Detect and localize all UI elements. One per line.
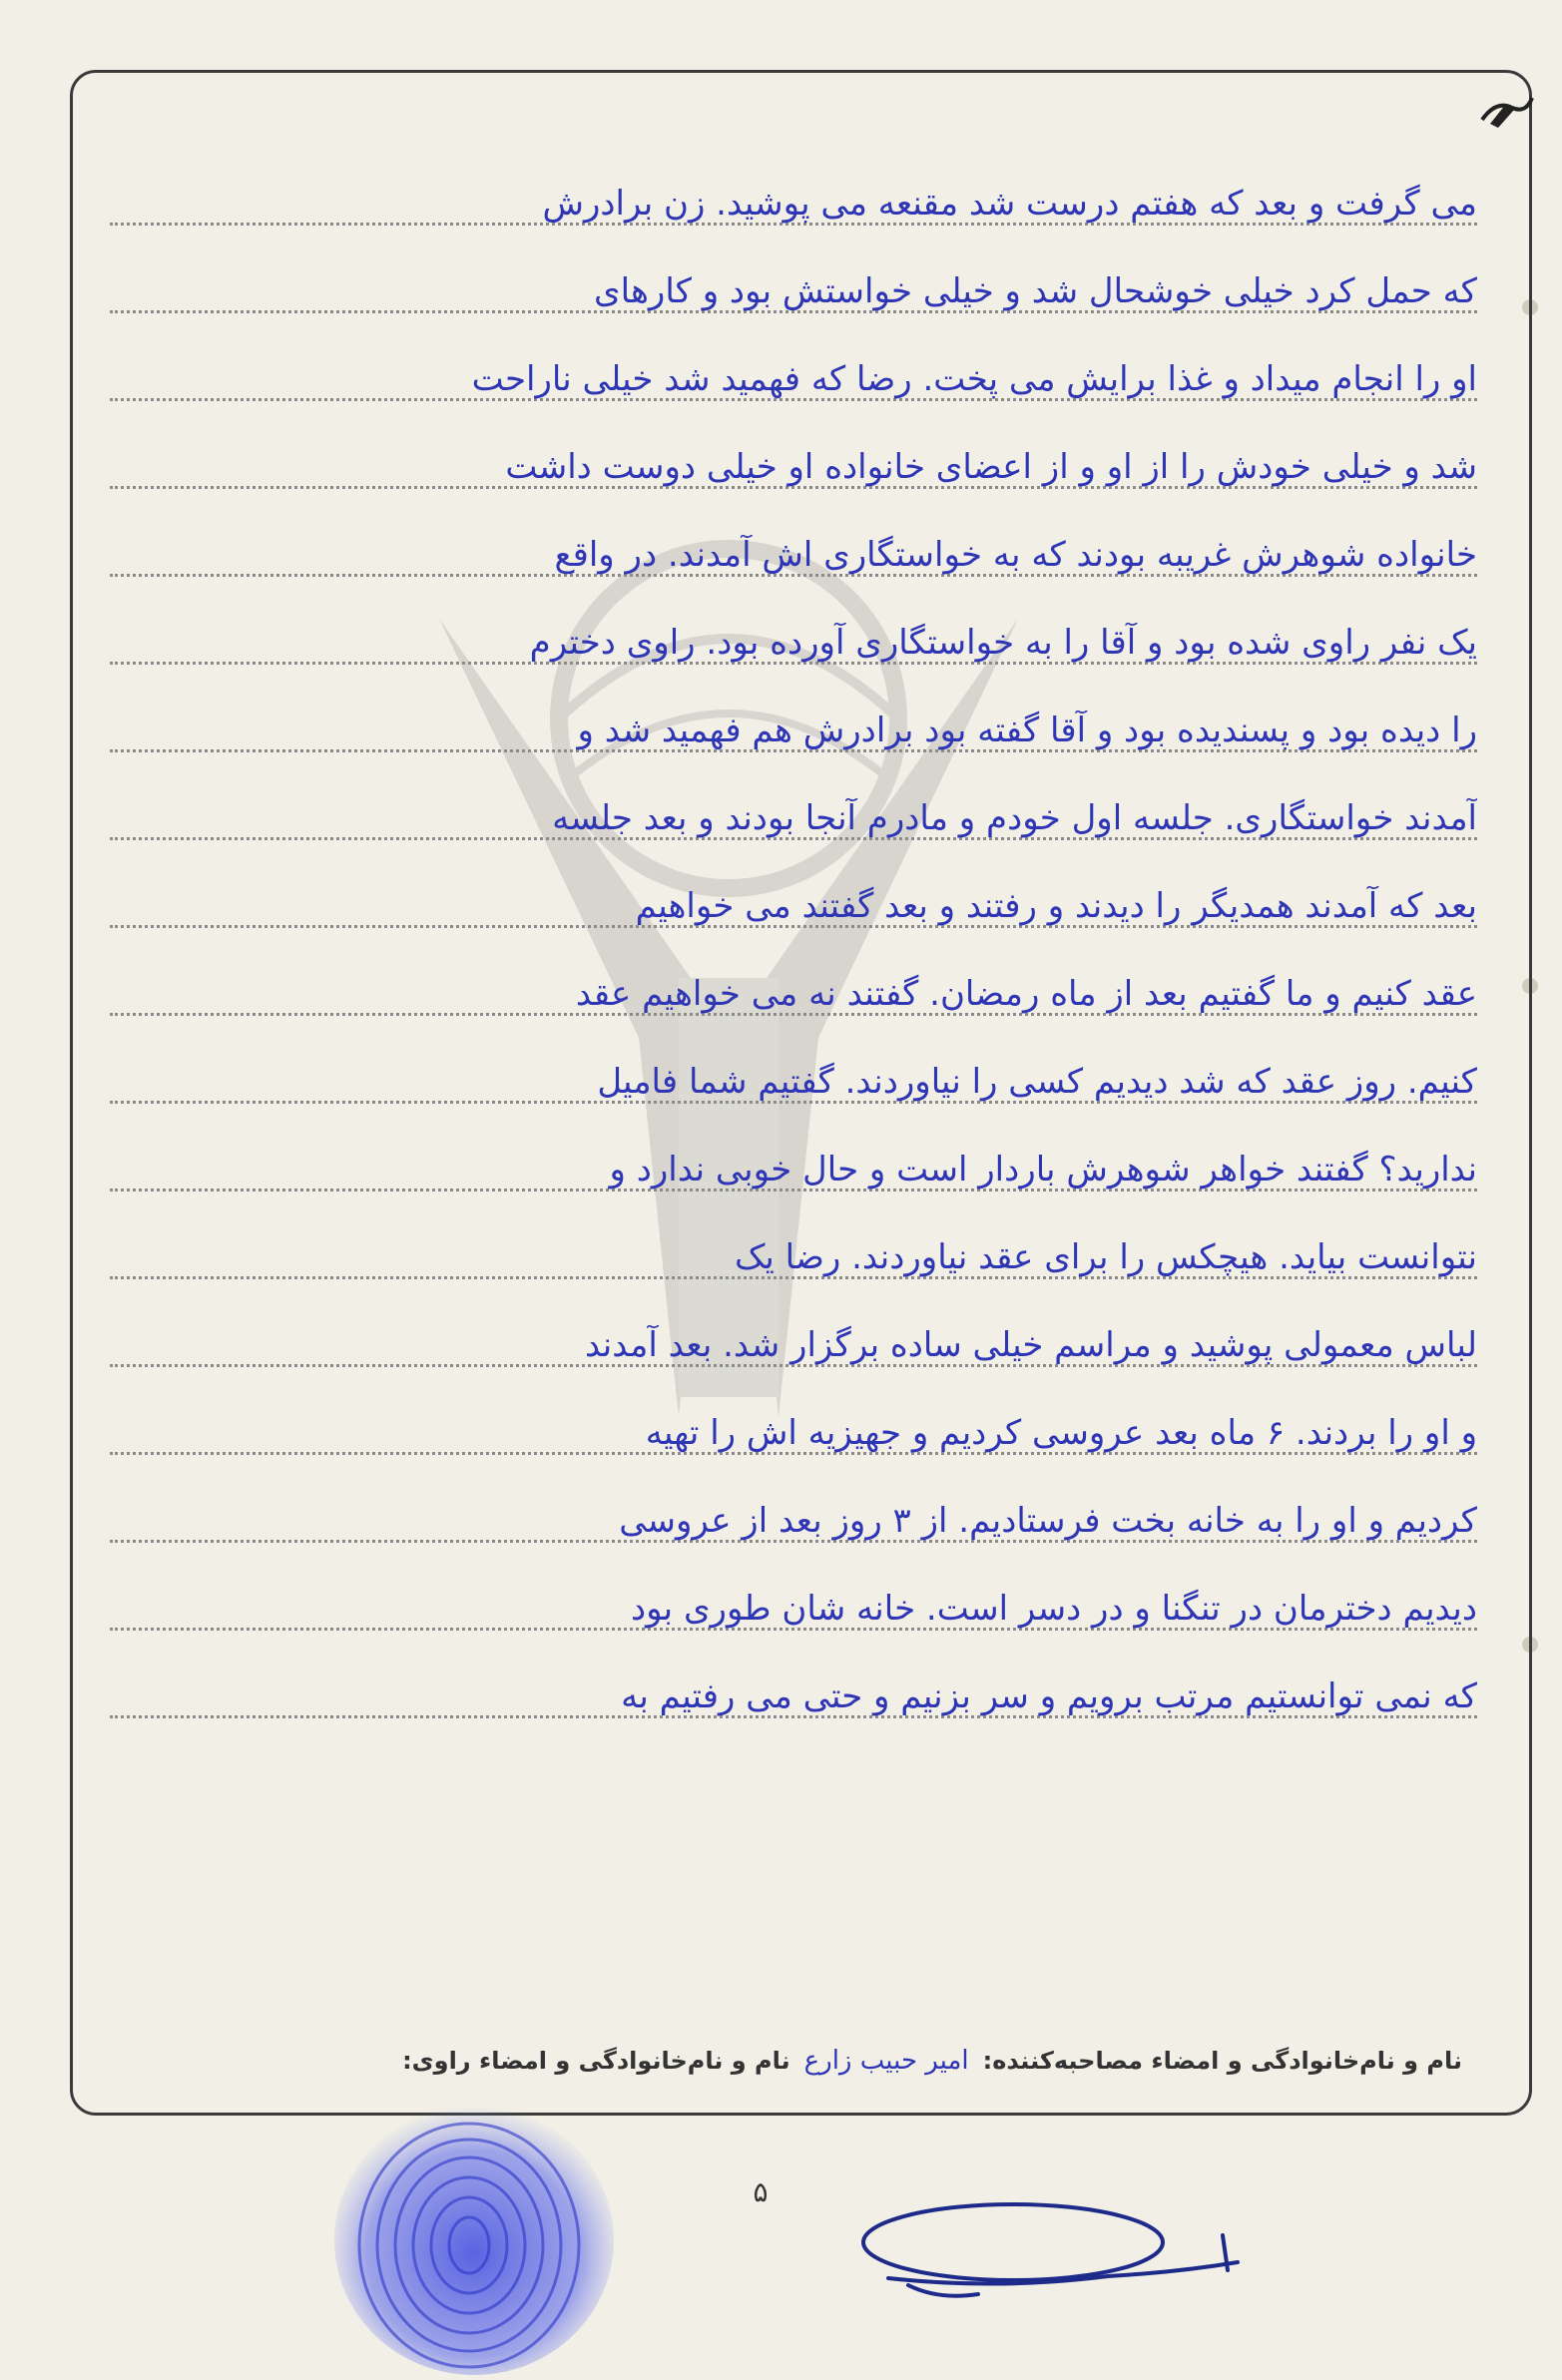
fingerprint-icon — [319, 2076, 629, 2380]
handwritten-text-block — [110, 150, 1477, 1730]
text-line: می گرفت و بعد که هفتم درست شد مقنعه می پوشید. زن برادرش — [110, 150, 1477, 238]
text-line: بعد که آمدند همدیگر را دیدند و رفتند و بعد گفتند می خواهیم — [110, 852, 1477, 940]
text-line: را دیده بود و پسندیده بود و آقا گفته بود برادرش هم فهمید شد و — [110, 677, 1477, 764]
interviewer-label: نام و نام‌خانوادگی و امضاء مصاحبه‌کننده: — [982, 2047, 1462, 2075]
text-line: خانواده شوهرش غریبه بودند که به خواستگاری اش آمدند. در واقع — [110, 501, 1477, 589]
text-line: ندارید؟ گفتند خواهر شوهرش باردار است و حال خوبی ندارد و — [110, 1116, 1477, 1203]
pencil-icon — [1476, 90, 1536, 130]
signature-footer — [402, 2046, 1462, 2076]
text-line: کنیم. روز عقد که شد دیدیم کسی را نیاوردند. گفتیم شما فامیل — [110, 1028, 1477, 1116]
text-line: او را انجام میداد و غذا برایش می پخت. رضا که فهمید شد خیلی ناراحت — [110, 325, 1477, 413]
signature-scribble — [848, 2190, 1268, 2315]
interviewer-signature-name: امیر حبیب زارع — [803, 2046, 969, 2076]
text-line: شد و خیلی خودش را از او و از اعضای خانواده او خیلی دوست داشت — [110, 413, 1477, 501]
page-number: ۵ — [753, 2175, 769, 2208]
text-line: و او را بردند. ۶ ماه بعد عروسی کردیم و جهیزیه اش را تهیه — [110, 1379, 1477, 1467]
text-line: که نمی توانستیم مرتب برویم و سر بزنیم و حتی می رفتیم به — [110, 1643, 1477, 1730]
text-line: آمدند خواستگاری. جلسه اول خودم و مادرم آنجا بودند و بعد جلسه — [110, 764, 1477, 852]
text-line: لباس معمولی پوشید و مراسم خیلی ساده برگزار شد. بعد آمدند — [110, 1291, 1477, 1379]
text-line: کردیم و او را به خانه بخت فرستادیم. از ۳ روز بعد از عروسی — [110, 1467, 1477, 1555]
text-line: دیدیم دخترمان در تنگنا و در دسر است. خانه شان طوری بود — [110, 1555, 1477, 1643]
text-line: یک نفر راوی شده بود و آقا را به خواستگاری آورده بود. راوی دخترم — [110, 589, 1477, 677]
narrator-label: نام و نام‌خانوادگی و امضاء راوی: — [402, 2047, 790, 2075]
text-line: نتوانست بیاید. هیچکس را برای عقد نیاوردند. رضا یک — [110, 1203, 1477, 1291]
text-line: که حمل کرد خیلی خوشحال شد و خیلی خواستش بود و کارهای — [110, 238, 1477, 325]
text-line: عقد کنیم و ما گفتیم بعد از ماه رمضان. گفتند نه می خواهیم عقد — [110, 940, 1477, 1028]
